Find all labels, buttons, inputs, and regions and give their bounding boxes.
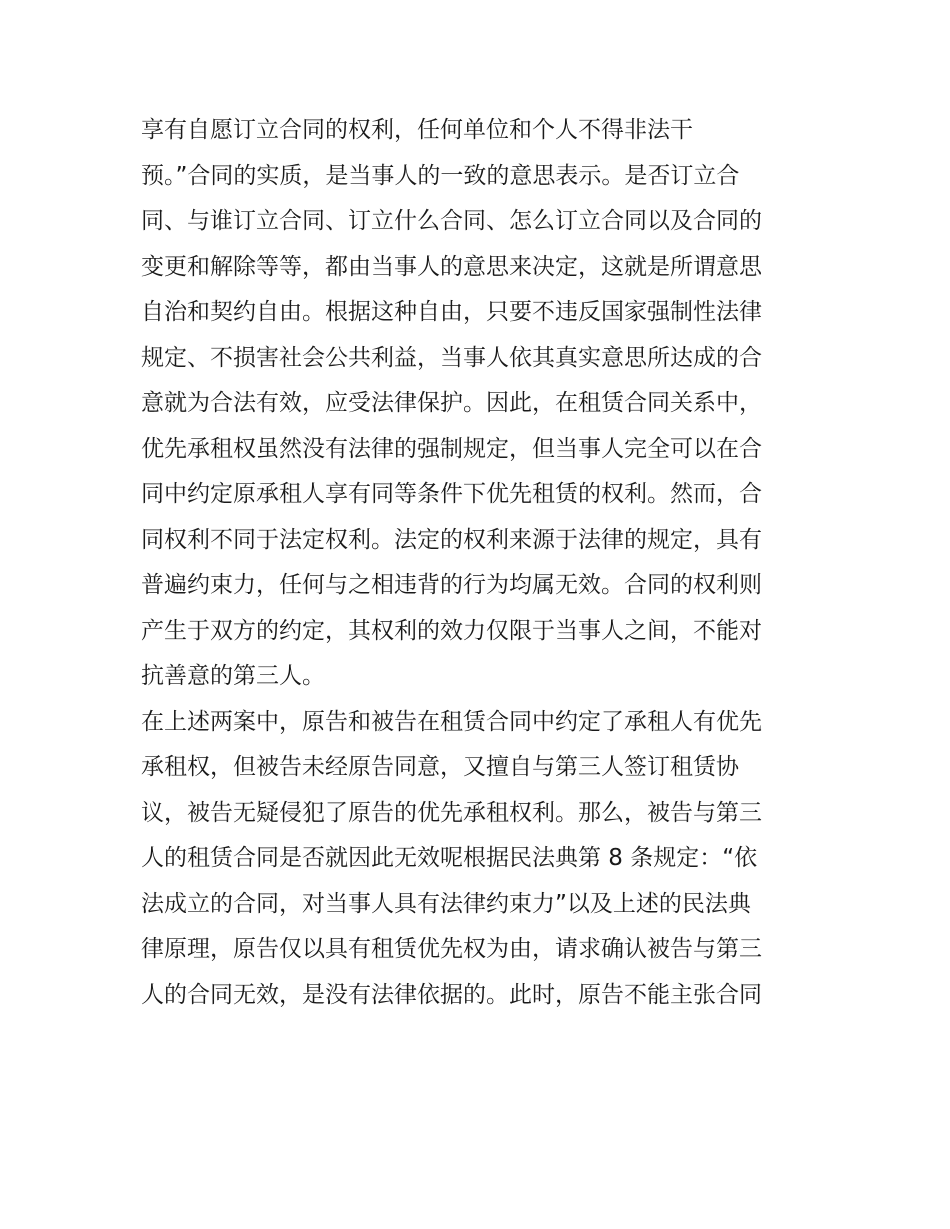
text-line: 变更和解除等等，都由当事人的意思来决定，这就是所谓意思 xyxy=(141,253,762,280)
text-line: 普遍约束力，任何与之相违背的行为均属无效。合同的权利则 xyxy=(141,572,762,598)
text-line: 法成立的合同，对当事人具有法律约束力”以及上述的民法典 xyxy=(141,890,751,917)
text-line: 同、与谁订立合同、订立什么合同、怎么订立合同以及合同的 xyxy=(141,208,762,234)
text-line: 同中约定原承租人享有同等条件下优先租赁的权利。然而，合 xyxy=(141,481,762,507)
text-line: 预。”合同的实质，是当事人的一致的意思表示。是否订立合 xyxy=(141,162,740,189)
text-line: 同权利不同于法定权利。法定的权利来源于法律的规定，具有 xyxy=(141,526,762,553)
text-line: 规定、不损害社会公共利益，当事人依其真实意思所达成的合 xyxy=(141,344,762,371)
body-text xyxy=(141,108,821,1018)
text-line: 抗善意的第三人。 xyxy=(141,663,325,689)
text-line: 议，被告无疑侵犯了原告的优先承租权利。那么，被告与第三 xyxy=(141,799,762,826)
text-line: 人的合同无效，是没有法律依据的。此时，原告不能主张合同 xyxy=(141,981,762,1008)
text-line: 意就为合法有效，应受法律保护。因此，在租赁合同关系中， xyxy=(141,390,762,416)
text-line: 律原理，原告仅以具有租赁优先权为由，请求确认被告与第三 xyxy=(141,936,762,962)
text-line: 产生于双方的约定，其权利的效力仅限于当事人之间，不能对 xyxy=(141,617,762,644)
text-line: 人的租赁合同是否就因此无效呢根据民法典第 8 条规定：“依 xyxy=(141,845,758,871)
text-line: 优先承租权虽然没有法律的强制规定，但当事人完全可以在合 xyxy=(141,435,762,462)
text-line: 享有自愿订立合同的权利，任何单位和个人不得非法干 xyxy=(141,117,693,143)
text-line: 承租权，但被告未经原告同意，又擅自与第三人签订租赁协 xyxy=(141,754,739,780)
text-line: 自治和契约自由。根据这种自由，只要不违反国家强制性法律 xyxy=(141,299,762,325)
text-line: 在上述两案中，原告和被告在租赁合同中约定了承租人有优先 xyxy=(141,708,762,735)
